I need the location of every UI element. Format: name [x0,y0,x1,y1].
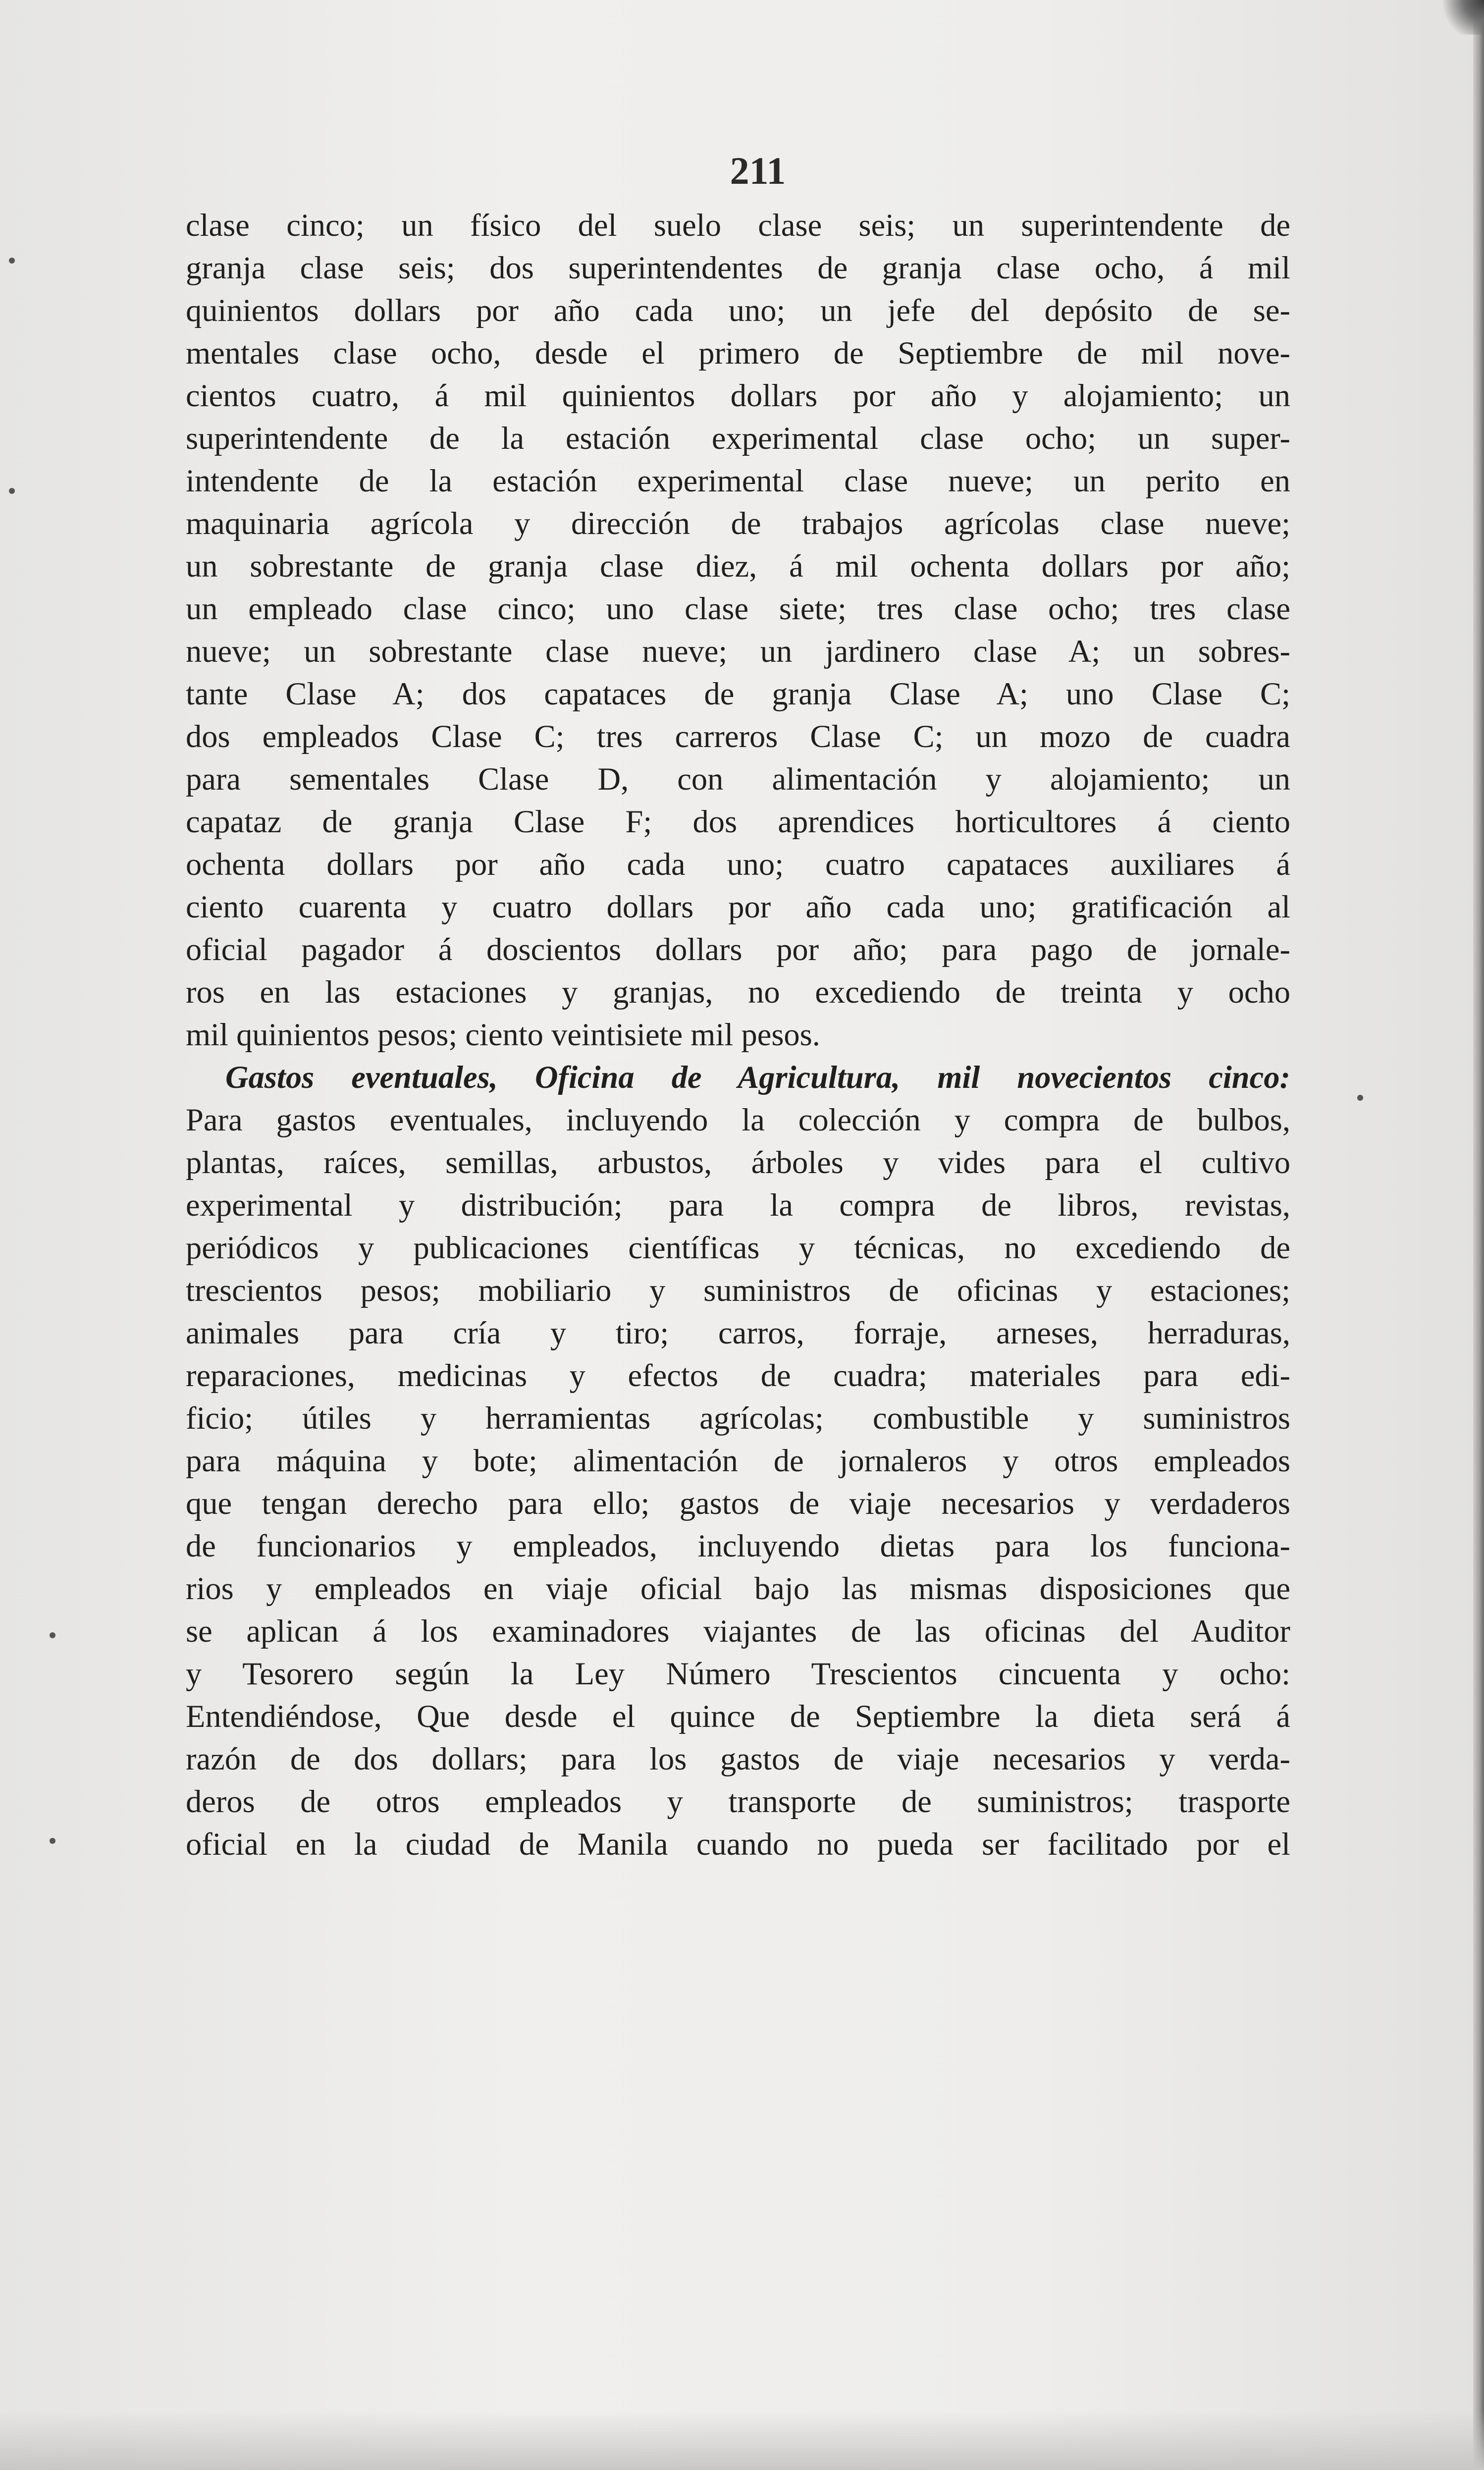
text-line: para sementales Clase D, con alimentación y alojamiento; un [186,761,1290,797]
text-line: y Tesorero según la Ley Número Trescientos cincuenta y ocho: [186,1656,1290,1691]
body-text [186,204,1290,1866]
text-line: animales para cría y tiro; carros, forraje, arneses, herraduras, [186,1315,1290,1350]
text-line: maquinaria agrícola y dirección de trabajos agrícolas clase nueve; [186,506,1290,541]
text-line: ochenta dollars por año cada uno; cuatro capataces auxiliares á [186,847,1290,882]
margin-speck [50,1632,55,1638]
bottom-shadow [0,2411,1484,2470]
text-line: dos empleados Clase C; tres carreros Clase C; un mozo de cuadra [186,719,1290,754]
text-line: cientos cuatro, á mil quinientos dollars por año y alojamiento; un [186,378,1290,413]
text-line: un sobrestante de granja clase diez, á mil ochenta dollars por año; [186,548,1290,584]
page-number: 211 [730,149,786,192]
text-line: plantas, raíces, semillas, arbustos, árboles y vides para el cultivo [186,1145,1290,1180]
text-line: superintendente de la estación experimental clase ocho; un super- [186,421,1290,456]
text-line: quinientos dollars por año cada uno; un jefe del depósito de se- [186,293,1290,328]
text-line: de funcionarios y empleados, incluyendo dietas para los funciona- [186,1528,1290,1563]
text-line: un empleado clase cinco; uno clase siete; tres clase ocho; tres clase [186,591,1290,626]
text-line: que tengan derecho para ello; gastos de viaje necesarios y verdaderos [186,1486,1290,1521]
text-line: mentales clase ocho, desde el primero de Septiembre de mil nove- [186,335,1290,371]
section-heading: Gastos eventuales, Oficina de Agricultura, mil novecientos cinco: [225,1060,1290,1095]
text-line: periódicos y publicaciones científicas y técnicas, no excediendo de [186,1230,1290,1265]
margin-speck [9,488,15,494]
text-line: oficial en la ciudad de Manila cuando no pueda ser facilitado por el [186,1826,1290,1862]
text-line: intendente de la estación experimental clase nueve; un perito en [186,463,1290,498]
text-line: trescientos pesos; mobiliario y suministros de oficinas y estaciones; [186,1273,1290,1308]
text-line: deros de otros empleados y transporte de suministros; trasporte [186,1784,1290,1819]
text-line: para máquina y bote; alimentación de jornaleros y otros empleados [186,1443,1290,1478]
text-line: nueve; un sobrestante clase nueve; un jardinero clase A; un sobres- [186,634,1290,669]
margin-speck [1357,1095,1363,1101]
text-line: oficial pagador á doscientos dollars por año; para pago de jornale- [186,932,1290,967]
text-line: Entendiéndose, Que desde el quince de Septiembre la dieta será á [186,1699,1290,1734]
page-edge-shadow [1473,0,1484,2470]
text-line: ficio; útiles y herramientas agrícolas; combustible y suministros [186,1400,1290,1436]
text-line: clase cinco; un físico del suelo clase seis; un superintendente de [186,208,1290,243]
margin-speck [9,258,15,264]
text-line: experimental y distribución; para la compra de libros, revistas, [186,1187,1290,1223]
text-line: ciento cuarenta y cuatro dollars por año cada uno; gratificación al [186,889,1290,924]
text-line: razón de dos dollars; para los gastos de viaje necesarios y verda- [186,1741,1290,1776]
margin-speck [50,1838,55,1844]
text-line: mil quinientos pesos; ciento veintisiete mil pesos. [186,1017,820,1052]
text-line: rios y empleados en viaje oficial bajo las mismas disposiciones que [186,1571,1290,1606]
text-line: Para gastos eventuales, incluyendo la colección y compra de bulbos, [186,1102,1290,1137]
text-line: capataz de granja Clase F; dos aprendices horticultores á ciento [186,804,1290,839]
text-line: se aplican á los examinadores viajantes de las oficinas del Auditor [186,1613,1290,1649]
text-line: granja clase seis; dos superintendentes de granja clase ocho, á mil [186,250,1290,285]
text-line: reparaciones, medicinas y efectos de cuadra; materiales para edi- [186,1358,1290,1393]
text-line: tante Clase A; dos capataces de granja Clase A; uno Clase C; [186,676,1290,711]
text-line: ros en las estaciones y granjas, no excediendo de treinta y ocho [186,974,1290,1010]
corner-shadow [1439,0,1484,35]
